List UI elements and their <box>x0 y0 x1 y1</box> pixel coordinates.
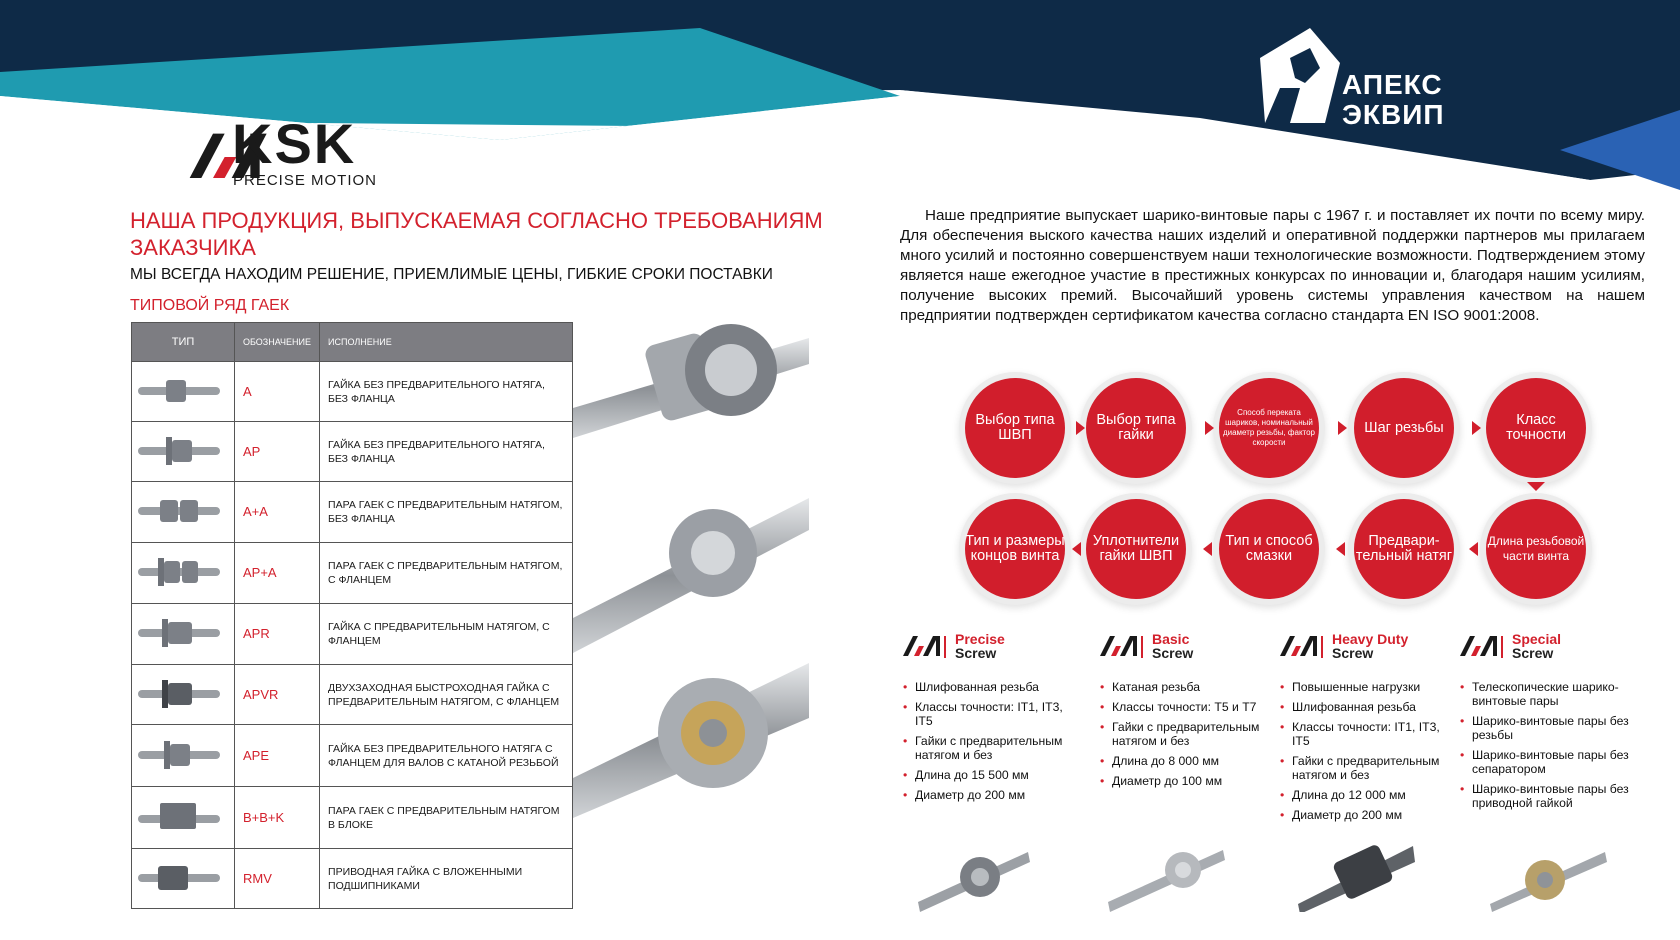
intro-paragraph: Наше предприятие выпускает шарико-винтовые пары с 1967 г. и поставляет их почти по всему миру. Для обеспечения выского качества наших изделий и оперативной поддержки партнеров мы прилагаем много усилий и постоянно совершенствуем наши технологические возможности. Подтверждением этому является наше ежегодное участие в престижных конкурсах по инновации и, благодаря нашим усилиям, получение высоких премий. Высочайший уровень системы управления качеством на нашем предприятии подтвержден сертификатом качества согласно стандарта EN ISO 9001:2008. <box>900 207 1645 324</box>
list-item: • Повышенные нагрузки <box>1280 680 1460 694</box>
list-item: • Диаметр до 200 мм <box>1280 808 1460 822</box>
step-ball-screw-type: Выбор типа ШВП <box>965 378 1065 478</box>
series-logo <box>903 632 1083 662</box>
table-row <box>132 543 573 604</box>
nut-code: AP+A <box>235 543 320 604</box>
nut-image-cell <box>132 849 235 909</box>
list-item: • Катаная резьба <box>1100 680 1280 694</box>
nut-image-cell <box>132 422 235 482</box>
arrow-right-icon <box>1472 421 1481 435</box>
partner-line1: АПЕКС <box>1342 69 1443 100</box>
nut-thumbnail-icon <box>136 791 222 841</box>
series-heavy-duty <box>1280 632 1460 828</box>
step-nut-type: Выбор типа гайки <box>1086 378 1186 478</box>
ksk-brand-name: KSK <box>232 112 357 175</box>
partner-logo-text <box>1342 70 1444 130</box>
list-item: • Гайки с предварительным натягом и без <box>1100 720 1280 748</box>
nut-image-cell <box>132 543 235 604</box>
list-item: • Диаметр до 200 мм <box>903 788 1083 802</box>
nut-image-cell <box>132 787 235 849</box>
series-features <box>1280 680 1460 822</box>
nut-image-cell <box>132 482 235 543</box>
list-item: • Шарико-винтовые пары без резьбы <box>1460 714 1650 742</box>
partner-line2: ЭКВИП <box>1342 99 1445 130</box>
arrow-right-icon <box>1338 421 1347 435</box>
ksk-tagline: PRECISE MOTION <box>233 172 378 189</box>
series-name-suffix: Screw <box>1512 645 1554 661</box>
nut-code: A <box>235 362 320 422</box>
nut-thumbnail-icon <box>136 485 222 535</box>
series-logo <box>1460 632 1650 662</box>
arrow-left-icon <box>1203 542 1212 556</box>
list-item: • Шлифованная резьба <box>1280 700 1460 714</box>
table-row <box>132 787 573 849</box>
arrow-left-icon <box>1336 542 1345 556</box>
ksk-mark-icon <box>1280 634 1328 658</box>
nut-thumbnail-icon <box>136 607 222 657</box>
series-name-suffix: Screw <box>1332 645 1374 661</box>
list-item: • Диаметр до 100 мм <box>1100 774 1280 788</box>
nut-image-cell <box>132 604 235 665</box>
list-item: • Шарико-винтовые пары без сепаратором <box>1460 748 1650 776</box>
series-basic <box>1100 632 1280 794</box>
nut-code: APVR <box>235 665 320 725</box>
step-thread-length: Длина резьбовой части винта <box>1486 499 1586 599</box>
series-name-suffix: Screw <box>1152 645 1194 661</box>
list-item: • Классы точности: IT1, IT3, IT5 <box>903 700 1083 728</box>
table-header-row <box>132 323 573 362</box>
header-desc: ИСПОЛНЕНИЕ <box>320 323 573 362</box>
nut-image-cell <box>132 665 235 725</box>
nut-description: ПАРА ГАЕК С ПРЕДВАРИТЕЛЬНЫМ НАТЯГОМ, С ФЛАНЦЕМ <box>320 543 573 604</box>
arrow-down-icon <box>1527 482 1545 491</box>
series-name: Precise <box>955 631 1005 647</box>
series-features <box>1100 680 1280 788</box>
nut-code: APR <box>235 604 320 665</box>
nut-thumbnail-icon <box>136 729 222 779</box>
nut-thumbnail-icon <box>136 546 222 596</box>
step-ball-recirculation: Способ перекатa шариков, номинальный диаметр резьбы, фактор скорости <box>1219 378 1319 478</box>
page-subtitle: МЫ ВСЕГДА НАХОДИМ РЕШЕНИЕ, ПРИЕМЛИМЫЕ ЦЕНЫ, ГИБКИЕ СРОКИ ПОСТАВКИ <box>130 266 773 283</box>
nut-description: ПАРА ГАЕК С ПРЕДВАРИТЕЛЬНЫМ НАТЯГОМ В БЛОКЕ <box>320 787 573 849</box>
ksk-mark-icon <box>1100 634 1148 658</box>
nut-image-cell <box>132 725 235 787</box>
page-title: НАША ПРОДУКЦИЯ, ВЫПУСКАЕМАЯ СОГЛАСНО ТРЕБОВАНИЯМ ЗАКАЗЧИКА <box>130 208 823 260</box>
series-features <box>903 680 1083 802</box>
list-item: • Классы точности: IT1, IT3, IT5 <box>1280 720 1460 748</box>
nut-description: ДВУХЗАХОДНАЯ БЫСТРОХОДНАЯ ГАЙКА С ПРЕДВАРИТЕЛЬНЫМ НАТЯГОМ, С ФЛАНЦЕМ <box>320 665 573 725</box>
ball-screws-photo <box>573 318 809 878</box>
nut-description: ГАЙКА С ПРЕДВАРИТЕЛЬНЫМ НАТЯГОМ, С ФЛАНЦЕМ <box>320 604 573 665</box>
arrow-right-icon <box>1076 421 1085 435</box>
nut-thumbnail-icon <box>136 365 222 415</box>
heavy-duty-screw-photo <box>1298 832 1418 912</box>
table-row <box>132 482 573 543</box>
nut-description: ГАЙКА БЕЗ ПРЕДВАРИТЕЛЬНОГО НАТЯГА С ФЛАНЦЕМ ДЛЯ ВАЛОВ С КАТАНОЙ РЕЗЬБОЙ <box>320 725 573 787</box>
step-nut-seals: Уплотнители гайки ШВП <box>1086 499 1186 599</box>
step-thread-pitch: Шаг резьбы <box>1354 378 1454 478</box>
table-row <box>132 362 573 422</box>
basic-screw-photo <box>1108 832 1228 912</box>
step-preload: Предвари-тельный натяг <box>1354 499 1454 599</box>
table-row <box>132 665 573 725</box>
nut-description: ГАЙКА БЕЗ ПРЕДВАРИТЕЛЬНОГО НАТЯГА, БЕЗ ФЛАНЦА <box>320 362 573 422</box>
ksk-mark-icon <box>1460 634 1508 658</box>
series-logo <box>1280 632 1460 662</box>
series-name-suffix: Screw <box>955 645 997 661</box>
nut-code: RMV <box>235 849 320 909</box>
series-features <box>1460 680 1650 810</box>
table-row <box>132 725 573 787</box>
list-item: • Длина до 12 000 мм <box>1280 788 1460 802</box>
nut-code: B+B+K <box>235 787 320 849</box>
list-item: • Длина до 8 000 мм <box>1100 754 1280 768</box>
nut-thumbnail-icon <box>136 852 222 902</box>
special-screw-photo <box>1490 832 1610 912</box>
step-screw-ends: Тип и размеры концов винта <box>965 499 1065 599</box>
arrow-right-icon <box>1205 421 1214 435</box>
series-name: Basic <box>1152 631 1190 647</box>
series-special <box>1460 632 1650 816</box>
arrow-left-icon <box>1072 542 1081 556</box>
series-name: Heavy Duty <box>1332 631 1409 647</box>
table-row <box>132 422 573 482</box>
nut-code: APE <box>235 725 320 787</box>
series-logo <box>1100 632 1280 662</box>
step-accuracy-class: Класс точности <box>1486 378 1586 478</box>
table-row <box>132 604 573 665</box>
nut-thumbnail-icon <box>136 668 222 718</box>
arrow-left-icon <box>1469 542 1478 556</box>
nut-code: A+A <box>235 482 320 543</box>
list-item: • Гайки с предварительным натягом и без <box>1280 754 1460 782</box>
list-item: • Шлифованная резьба <box>903 680 1083 694</box>
list-item: • Шарико-винтовые пары без приводной гайкой <box>1460 782 1650 810</box>
header-type: ТИП <box>132 323 235 362</box>
list-item: • Телескопические шарико-винтовые пары <box>1460 680 1650 708</box>
list-item: • Гайки с предварительным натягом и без <box>903 734 1083 762</box>
step-lubrication: Тип и способ смазки <box>1219 499 1319 599</box>
precise-screw-photo <box>918 832 1038 912</box>
nut-description: ГАЙКА БЕЗ ПРЕДВАРИТЕЛЬНОГО НАТЯГА, БЕЗ ФЛАНЦА <box>320 422 573 482</box>
nut-description: ПАРА ГАЕК С ПРЕДВАРИТЕЛЬНЫМ НАТЯГОМ, БЕЗ ФЛАНЦА <box>320 482 573 543</box>
nut-description: ПРИВОДНАЯ ГАЙКА С ВЛОЖЕННЫМИ ПОДШИПНИКАМИ <box>320 849 573 909</box>
header-code: ОБОЗНАЧЕНИЕ <box>235 323 320 362</box>
nut-image-cell <box>132 362 235 422</box>
list-item: • Длина до 15 500 мм <box>903 768 1083 782</box>
list-item: • Классы точности: T5 и T7 <box>1100 700 1280 714</box>
table-row <box>132 849 573 909</box>
table-title: ТИПОВОЙ РЯД ГАЕК <box>130 297 290 314</box>
nut-thumbnail-icon <box>136 425 222 475</box>
series-name: Special <box>1512 631 1562 647</box>
series-precise <box>903 632 1083 808</box>
ksk-mark-icon <box>903 634 951 658</box>
nut-code: AP <box>235 422 320 482</box>
nut-types-table <box>131 322 573 909</box>
